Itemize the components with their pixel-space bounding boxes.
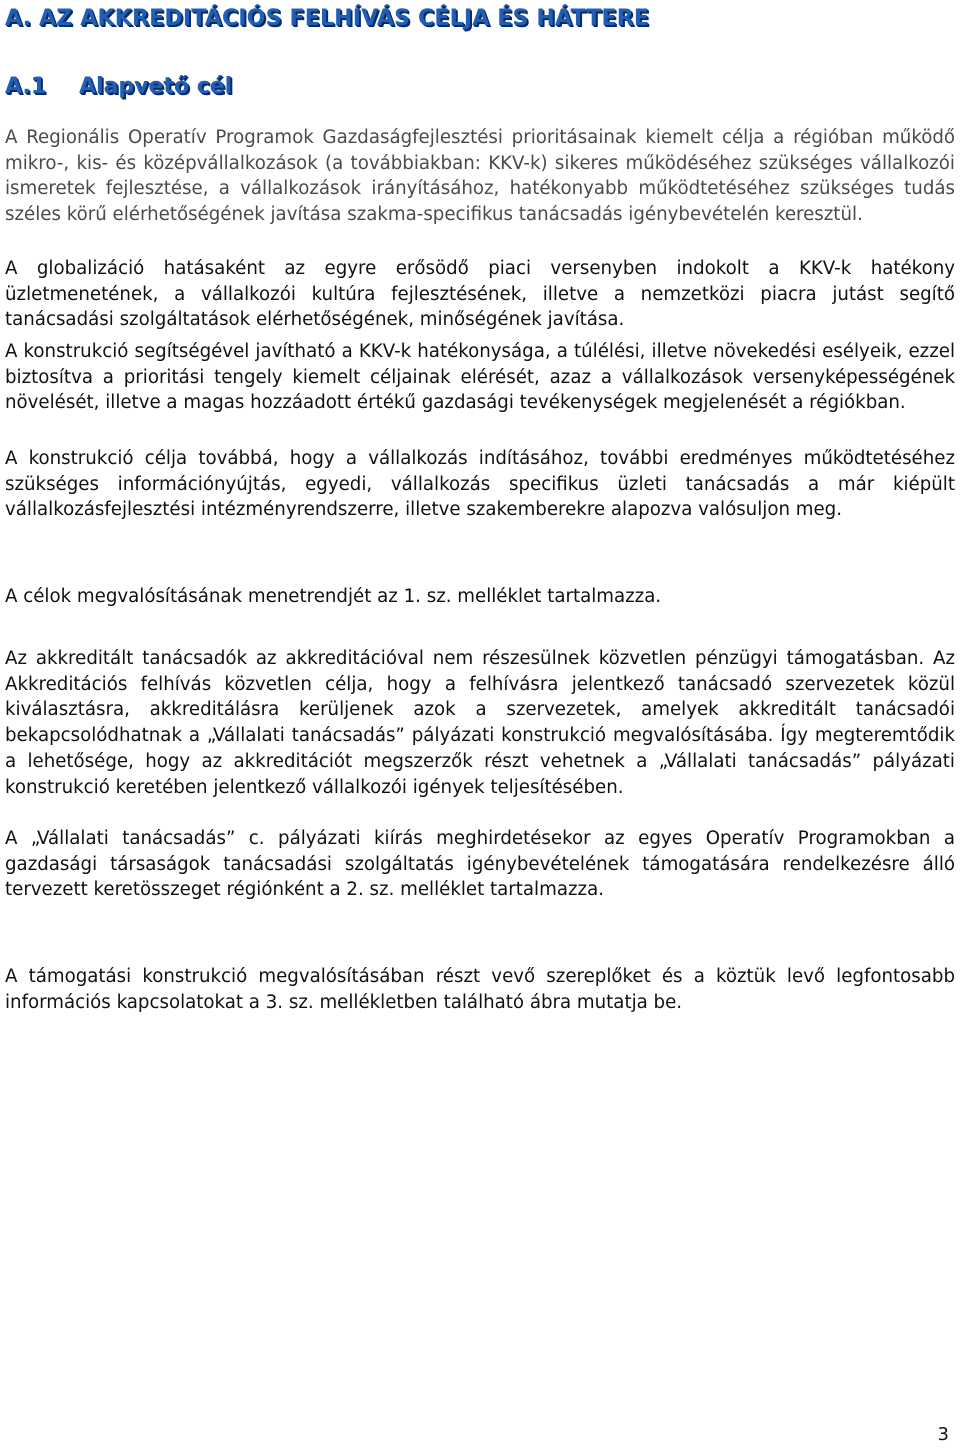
subsection-title: Alapvető cél bbox=[79, 74, 233, 99]
paragraph-7: A „Vállalati tanácsadás” c. pályázati kiírás meghirdetésekor az egyes Operatív Programokban a gazdasági társaságok tanácsadási szolgáltatás igénybevételének támogatására rendelkezésre álló tervezett keretösszeget régiónként a 2. sz. melléklet tartalmazza. bbox=[5, 828, 955, 901]
subsection-number: A.1 bbox=[5, 74, 47, 99]
paragraph-5: A célok megvalósításának menetrendjét az 1. sz. melléklet tartalmazza. bbox=[5, 586, 662, 607]
section-heading: A. AZ AKKREDITÁCIÓS FELHÍVÁS CÉLJA ÉS HÁTTERE bbox=[5, 6, 650, 31]
paragraph-4: A konstrukció célja továbbá, hogy a vállalkozás indításához, további eredményes működtetéséhez szükséges információnyújtás, egyedi, vállalkozás specifikus üzleti tanácsadás a már kiépült vállalkozásfejlesztési intézményrendszerre, illetve szakemberekre alapozva valósuljon meg. bbox=[5, 448, 955, 521]
paragraph-2: A globalizáció hatásaként az egyre erősödő piaci versenyben indokolt a KKV-k hatékony üzletmenetének, a vállalkozói kultúra fejlesztésének, illetve a nemzetközi piacra jutást segítő tanácsadási szolgáltatások elérhetőségének, minőségének javítása. bbox=[5, 258, 955, 331]
page-number: 3 bbox=[937, 1424, 949, 1445]
paragraph-8: A támogatási konstrukció megvalósításában részt vevő szereplőket és a köztük levő legfontosabb információs kapcsolatokat a 3. sz. mellékletben található ábra mutatja be. bbox=[5, 966, 955, 1013]
paragraph-6: Az akkreditált tanácsadók az akkreditációval nem részesülnek közvetlen pénzügyi támogatásban. Az Akkreditációs felhívás közvetlen célja, hogy a felhívásra jelentkező tanácsadó szervezetek közül kiválasztásra, akkreditálásra kerüljenek azok a szervezetek, amelyek akkreditált tanácsadói bekapcsolódhatnak a „Vállalati tanácsadás” pályázati konstrukció megvalósításába. Így megteremtődik a lehetősége, hogy az akkreditációt megszerzők részt vehetnek a „Vállalati tanácsadás” pályázati konstrukció keretében jelentkező vállalkozói igények teljesítésében. bbox=[5, 648, 955, 798]
paragraph-3: A konstrukció segítségével javítható a KKV-k hatékonysága, a túlélési, illetve növekedési esélyeik, ezzel biztosítva a prioritási tengely kiemelt céljainak elérését, azaz a vállalkozások versenyképességének növelését, illetve a magas hozzáadott értékű gazdasági tevékenységek megjelenését a régiókban. bbox=[5, 341, 955, 414]
paragraph-1: A Regionális Operatív Programok Gazdaságfejlesztési prioritásainak kiemelt célja a régióban működő mikro-, kis- és középvállalkozások (a továbbiakban: KKV-k) sikeres működéséhez szükséges vállalkozói ismeretek fejlesztése, a vállalkozások irányításához, hatékonyabb működtetéséhez szükséges tudás széles körű elérhetőségének javítása szakma-specifikus tanácsadás igénybevételén keresztül. bbox=[5, 127, 955, 226]
subsection-heading bbox=[5, 74, 232, 99]
